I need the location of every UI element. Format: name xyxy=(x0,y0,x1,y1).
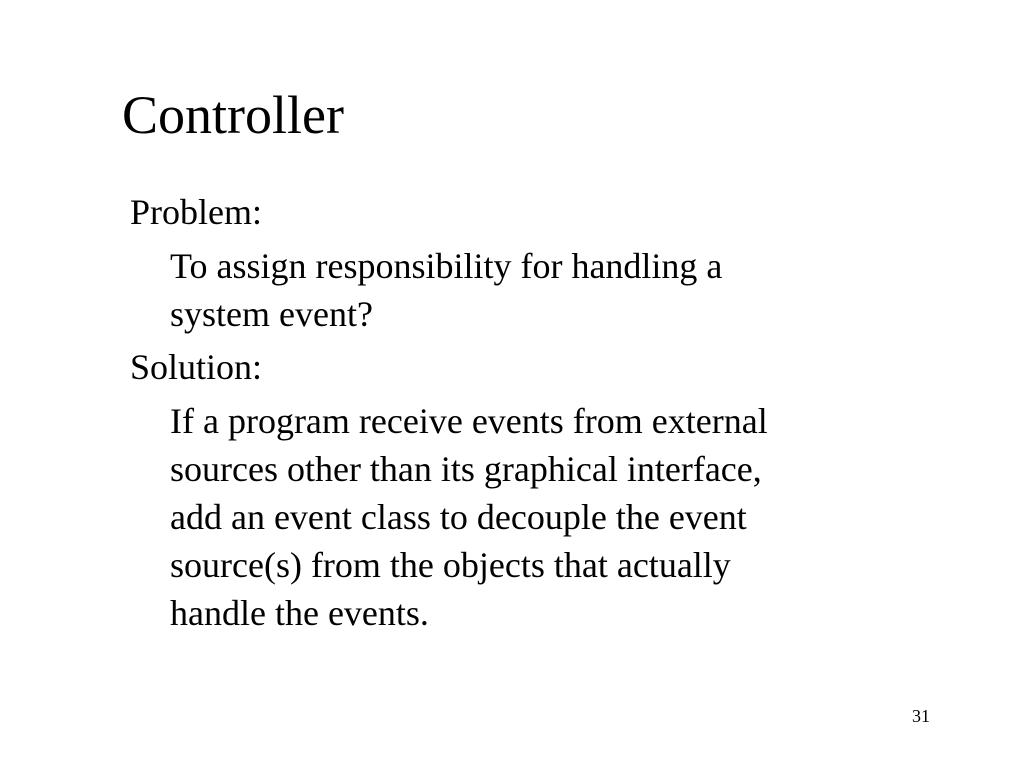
problem-line-1: To assign responsibility for handling a xyxy=(170,246,723,286)
solution-text xyxy=(130,397,950,637)
slide-title: Controller xyxy=(122,85,344,145)
solution-line-4: source(s) from the objects that actually xyxy=(170,545,731,585)
solution-heading: Solution: xyxy=(130,347,263,387)
problem-line-2: system event? xyxy=(170,294,373,334)
problem-text xyxy=(130,242,950,338)
solution-line-2: sources other than its graphical interface, xyxy=(170,449,762,489)
solution-line-5: handle the events. xyxy=(170,593,429,633)
slide-body xyxy=(130,188,950,637)
problem-heading: Problem: xyxy=(130,192,262,232)
solution-line-1: If a program receive events from external xyxy=(170,401,768,441)
page-number: 31 xyxy=(912,706,930,726)
solution-line-3: add an event class to decouple the event xyxy=(170,497,747,537)
